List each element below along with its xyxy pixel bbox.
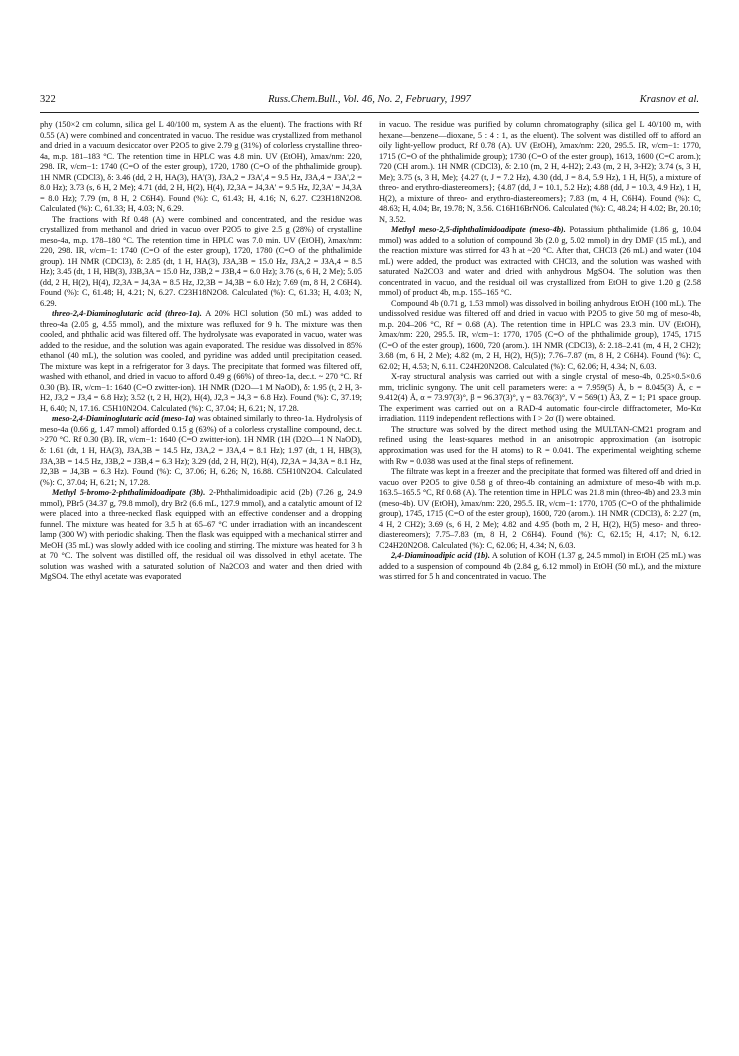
paragraph-text: Potassium phthalimide (1.86 g, 10.04 mmol) was added to a solution of compound 3b (2.0 g, 5.02 mmol) in dry DMF (15 mL), and the reaction mixture was stirred for 43 h at ~20 °C. After that, CHCl3 (26 mL) and water (104 mL) were added, the product was extracted with CHCl3, and the solution was washed with saturated Na2CO3 and water and dried with anhydrous MgSO4. The solution was then concentrated in vacuo, and the residual oil was crystallized from EtOH to give 1.20 g (2.58 mmol) of product 4b, m.p. 155–165 °C. — [379, 225, 701, 298]
paragraph-text: phy (150×2 cm column, silica gel L 40/100 m, system A as the eluent). The fractions with Rf 0.55 (A) were combined and concentrated in vacuo. The residue was crystallized from methanol and dried in a vacuum desiccator over P2O5 to give 2.79 g (31%) of colorless crystalline threo-4a, m.p. 181–183 °C. The retention time in HPLC was 4.8 min. UV (EtOH), λmax/nm: 220, 298. IR, ν/cm−1: 1740 (C=O of the ester group), 1720, 1780 (C=O of the phthalimide group). 1H NMR (CDCl3), δ: 3.46 (dd, 2 H, HA(3), HA'(3), J3A,2 = J3A',4 = 9.5 Hz, J3A,4 = J3A',2 = 8.0 Hz); 3.73 (s, 6 H, 2 Me); 4.71 (dd, 2 H, H(2), H(4), J2,3A = J4,3A' = 9.5 Hz, J2,3A' = J4,3A = 8.0 Hz); 7.79 (m, 8 H, 2 C6H4). Found (%): C, 61.43; H, 4.16; N, 6.27. C23H18N2O8. Calculated (%): C, 61.33; H, 4.03; N, 6.29. — [40, 120, 362, 214]
paragraph — [379, 372, 701, 425]
paragraph — [379, 225, 701, 299]
paragraph — [40, 215, 362, 310]
paragraph-text: 2-Phthalimidoadipic acid (2b) (7.26 g, 24.9 mmol), PBr5 (34.37 g, 79.8 mmol), dry Br2 (6.6 mL, 127.9 mmol), and a catalytic amount of I2 were placed into a three-necked flask equipped with an effective condenser and a dropping funnel. The mixture was heated for 3.5 h at 65–67 °C under irradiation with an incandescent lamp (300 W) with periodic shaking. Then the flask was equipped with a mechanical stirrer and MeOH (35 mL) was slowly added with ice cooling and stirring. The mixture was heated for 3 h at 70 °C. The solvent was distilled off, the residual oil was dissolved in ethyl acetate. The solution was washed with a saturated solution of Na2CO3 and water and then dried with MgSO4. The ethyl acetate was evaporated — [40, 488, 362, 582]
paragraph — [379, 425, 701, 467]
paragraph — [379, 120, 701, 225]
right-column — [379, 120, 701, 1038]
paragraph-heading: meso-2,4-Diaminoglutaric acid (meso-1a) — [52, 414, 196, 424]
journal-citation: Russ.Chem.Bull., Vol. 46, No. 2, February, 1997 — [268, 94, 471, 105]
paragraph — [40, 414, 362, 488]
paragraph-heading: Methyl 5-bromo-2-phthalimidoadipate (3b). — [52, 488, 206, 498]
paragraph-heading: 2,4-Diaminoadipic acid (1b). — [391, 551, 491, 561]
paragraph-text: A 20% HCl solution (50 mL) was added to threo-4a (2.05 g, 4.55 mmol), and the mixture was refluxed for 9 h. The mixture was then cooled, and phthalic acid was filtered off. The hydrolysate was evaporated in vacuo, water was added to the residue, and the solution was again evaporated. The residue was dissolved in 85% ethanol (40 mL), the solution was cooled, and pyridine was added until precipitation ceased. The mixture was kept in a refrigerator for 3 days. The precipitate that formed was filtered off, washed with ethanol, and dried in vacuo to afford 0.49 g (66%) of threo-1a, dec.t. ~ 270 °C. Rf 0.30 (B). IR, ν/cm−1: 1640 (C=O zwitter-ion). 1H NMR (D2O—1 M NaOD), δ: 1.95 (t, 2 H, 3-H2, J3,2 = J3,4 = 6.8 Hz); 3.52 (t, 2 H, H(2), H(4), J2,3 = J4,3 = 6.8 Hz). Found (%): C, 37.19; H, 6.40; N, 17.16. C5H10N2O4. Calculated (%): C, 37.04; H, 6.21; N, 17.28. — [40, 309, 362, 413]
running-header — [40, 94, 699, 110]
paragraph-text: The structure was solved by the direct method using the MULTAN-CM21 program and refined using the least-squares method in an anisotropic approximation (an isotropic approximation was used for the H atoms) to R = 0.041. The experimental weighting scheme with Rw = 0.038 was used at the final steps of refinement. — [379, 424, 701, 466]
left-column — [40, 120, 362, 1038]
paragraph — [379, 551, 701, 583]
paragraph-text: The fractions with Rf 0.48 (A) were combined and concentrated, and the residue was crystallized from methanol and dried in vacuo over P2O5 to give 2.5 g (28%) of crystalline meso-4a, m.p. 178–180 °C. The retention time in HPLC was 7.0 min. UV (EtOH), λmax/nm: 220, 298. IR, ν/cm−1: 1740 (C=O of the ester group), 1720, 1780 (C=O of the phthalimide group). 1H NMR (CDCl3), δ: 2.85 (dt, 1 H, HA(3), J3A,3B = 15.0 Hz, J3A,2 = J3A,4 = 8.5 Hz); 3.45 (dt, 1 H, HB(3), J3B,3A = 15.0 Hz, J3B,2 = J3B,4 = 6.0 Hz); 3.76 (s, 6 H, 2 Me); 5.05 (dd, 2 H, H(2), H(4), J2,3A = J4,3A = 8.5 Hz, J2,3B = J4,3B = 6.0 Hz); 7.69 (m, 8 H, 2 C6H4). Found (%): C, 61.48; H, 4.21; N, 6.27. C23H18N2O8. Calculated (%): C, 61.33; H, 4.03; N, 6.29. — [40, 214, 362, 308]
paragraph — [40, 488, 362, 583]
paragraph — [40, 309, 362, 414]
paragraph-heading: threo-2,4-Diaminoglutaric acid (threo-1a). — [52, 309, 202, 319]
paragraph — [40, 120, 362, 215]
paragraph-text: X-ray structural analysis was carried out with a single crystal of meso-4b, 0.25×0.5×0.6 mm, triclinic syngony. The unit cell parameters were: a = 7.959(5) Å, b = 8.045(3) Å, c = 9.412(4) Å, α = 73.97(3)°, β = 96.37(3)°, γ = 83.76(3)°, V = 569(1) Å3, Z = 1; P1 space group. The experiment was carried out on a RAD-4 automatic four-circle diffractometer, Mo-Kα irradiation. 1119 independent reflections with I > 2σ (I) were obtained. — [379, 372, 701, 424]
page-number: 322 — [40, 94, 56, 105]
paragraph-text: The filtrate was kept in a freezer and the precipitate that formed was filtered off and dried in vacuo over P2O5 to give 0.58 g of threo-4b containing an admixture of meso-4b with m.p. 163.5–165.5 °C, Rf 0.68 (A). The retention time in HPLC was 21.8 min (threo-4b) and 23.3 min (meso-4b). UV (EtOH), λmax/nm: 220, 295.5. IR, ν/cm−1: 1770, 1705 (C=O of the phthalimide group), 1745, 1715 (C=O of the ester group), 1600, 720 (arom.). 1H NMR (CDCl3), δ: 2.27 (m, 4 H, 2 CH2); 3.69 (s, 6 H, 2 Me); 4.82 and 4.95 (both m, 2 H, H(2), H(5) meso- and threo-diastereomers); 7.75–7.83 (m, 8 H, 2 C6H4). Found (%): C, 62.15; H, 4.17; N, 6.12. C24H20N2O8. Calculated (%): C, 62.06; H, 4.34; N, 6.03. — [379, 467, 701, 550]
header-rule — [40, 112, 699, 113]
paragraph-text: in vacuo. The residue was purified by column chromatography (silica gel L 40/100 m, with hexane—benzene—dioxane, 5 : 4 : 1, as the eluent). The solvent was distilled off to afford an oily light-yellow product, Rf 0.78 (A). UV (EtOH), λmax/nm: 220, 295.5. IR, ν/cm−1: 1770, 1715 (C=O of the phthalimide group); 1730 (C=O of the ester group), 1613, 1600 (C=C arom.); 720 (CH arom.). 1H NMR (CDCl3), δ: 2.10 (m, 2 H, 4-H2); 2.43 (m, 2 H, 3-H2); 3.74 (s, 3 H, Me); 3.75 (s, 3 H, Me); {4.27 (t, J = 7.2 Hz), 4.30 (dd, J = 8.4, 5.9 Hz), 1 H, H(5), a mixture of threo- and erythro-diastereomers}; {4.87 (dd, J = 10.1, 5.2 Hz); 4.88 (dd, J = 10.3, 4.9 Hz), 1 H, H(2), a mixture of threo- and erythro-diastereomers}; 7.83 (m, 4 H, C6H4). Found (%): C, 48.63; H, 4.04; Br, 19.78; N, 3.56. C16H16BrNO6. Calculated (%): C, 48.24; H 4.02; Br, 20.10; N, 3.52. — [379, 120, 701, 224]
paragraph-text: was obtained similarly to threo-1a. Hydrolysis of meso-4a (0.66 g, 1.47 mmol) afforded 0.15 g (63%) of a colorless crystalline compound, dec.t. >270 °C. Rf 0.30 (B). IR, ν/cm−1: 1640 (C=O zwitter-ion). 1H NMR (1H (D2O—1 N NaOD), δ: 1.61 (dt, 1 H, HA(3), J3A,3B = 14.5 Hz, J3A,2 = J3A,4 = 8.1 Hz); 1.97 (dt, 1 H, HB(3), J3A,3B = 14.5 Hz, J3B,2 = J3B,4 = 6.3 Hz); 3.29 (dd, 2 H, H(2), H(4), J2,3A = J4,3A = 8.1 Hz, J2,3B = J4,3B = 6.3 Hz). Found (%): C, 37.06; H, 6.26; N, 16.88. C5H10N2O4. Calculated (%): C, 37.04; H, 6.21; N, 17.28. — [40, 414, 362, 487]
author-line: Krasnov et al. — [639, 94, 699, 105]
paragraph-text: A solution of KOH (1.37 g, 24.5 mmol) in EtOH (25 mL) was added to a suspension of compound 4b (2.84 g, 6.12 mmol) in EtOH (50 mL), and the mixture was stirred for 5 h and concentrated in vacuo. The — [379, 551, 701, 582]
body-columns — [40, 120, 701, 1040]
paragraph-text: Compound 4b (0.71 g, 1.53 mmol) was dissolved in boiling anhydrous EtOH (100 mL). The undissolved residue was filtered off and dried in vacuo with P2O5 to give 50 mg of meso-4b, m.p. 204–206 °C, Rf = 0.68 (A). The retention time in HPLC was 23.3 min. UV (EtOH), λmax/nm: 220, 295.5. IR, ν/cm−1: 1770, 1705 (C=O of the phthalimide group), 1745, 1715 (C=O of the ester group), 1600, 720 (arom.). 1H NMR (CDCl3), δ: 2.18–2.41 (m, 4 H, 2 CH2); 3.68 (m, 6 H, 2 Me); 4.82 (m, 2 H, H(2), H(5)); 7.76–7.87 (m, 8 H, 2 C6H4). Found (%): C, 62.02; H, 4.53; N, 6.11. C24H20N2O8. Calculated (%): C, 62.06; H, 4.34; N, 6.03. — [379, 298, 701, 371]
paragraph-heading: Methyl meso-2,5-diphthalimidoadipate (meso-4b). — [391, 225, 566, 235]
paragraph — [379, 299, 701, 373]
paragraph — [379, 467, 701, 551]
